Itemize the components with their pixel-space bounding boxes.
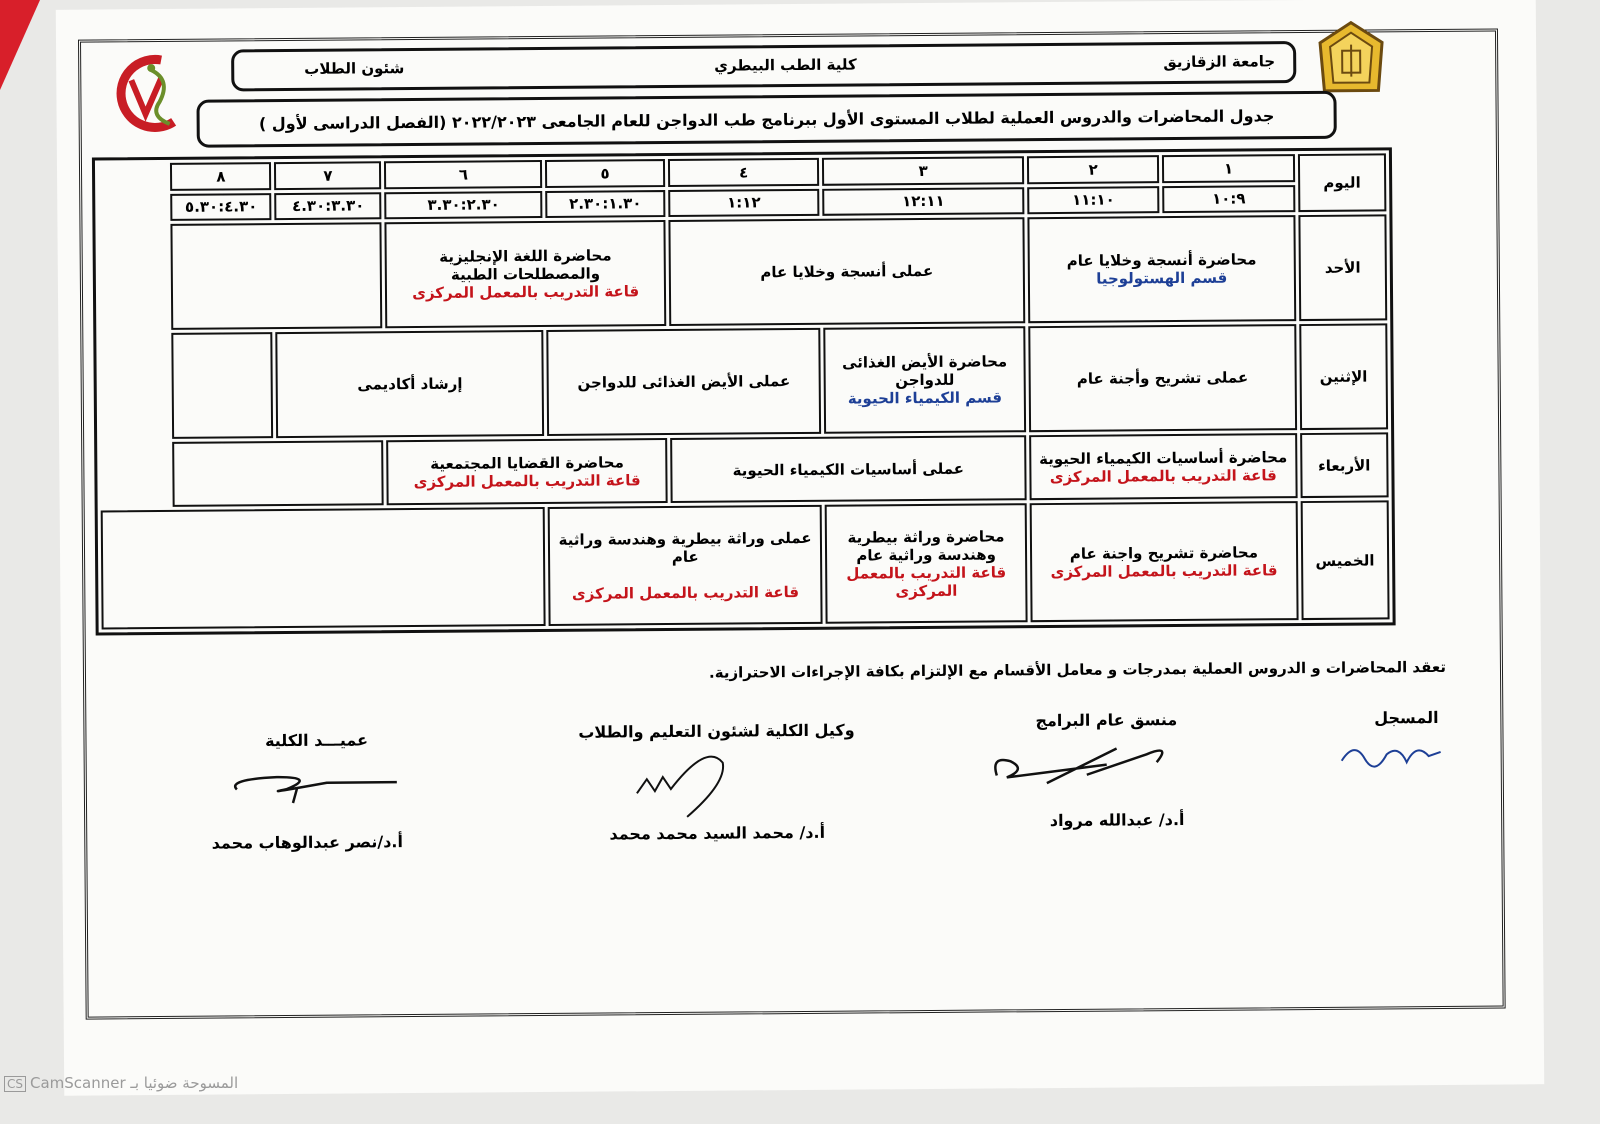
sunday-row [98, 214, 1387, 330]
vice-dean-signature-icon [627, 742, 768, 823]
empty-cell [101, 507, 546, 629]
schedule-title: جدول المحاضرات والدروس العملية لطلاب المستوى الأول ببرنامج طب الدواجن للعام الجامعى ٢٠٢٢/٢٠٢٣ (الفصل الدراسى لأول ) [196, 91, 1336, 148]
class-cell: عملى الأيض الغذائى للدواجن [546, 328, 821, 436]
schedule-document [56, 0, 1544, 1096]
coordinator-title: منسق عام البرامج [1035, 710, 1178, 731]
day-header: اليوم [1298, 153, 1387, 212]
class-title: محاضرة القضايا المجتمعية [430, 452, 624, 473]
class-cell: إرشاد أكاديمى [276, 330, 545, 438]
period-number: ٣ [822, 156, 1024, 185]
day-cell: الخميس [1300, 501, 1389, 620]
office-name: شئون الطلاب [304, 59, 405, 78]
class-title: محاضرة أساسيات الكيمياء الحيوية [1039, 447, 1288, 468]
wednesday-row [100, 432, 1388, 508]
period-time: ٤.٣٠:٣.٣٠ [275, 192, 382, 220]
empty-cell [172, 332, 274, 439]
class-title: محاضرة الأيض الغذائى [841, 352, 1008, 372]
class-title: محاضرة تشريح واجنة عام [1069, 543, 1259, 563]
header-box [231, 41, 1296, 91]
vice-dean-title: وكيل الكلية لشئون التعليم والطلاب [578, 720, 855, 742]
schedule-note: تعقد المحاضرات و الدروس العملية بمدرجات و معامل الأقسام مع الإلتزام بكافة الإجراءات الاحترازية. [708, 657, 1447, 682]
empty-cell [171, 222, 383, 330]
class-location: قاعة التدريب بالمعمل [846, 563, 1007, 583]
period-number: ٢ [1027, 155, 1160, 184]
period-number: ٦ [384, 160, 542, 189]
class-cell: عملى أنسجة وخلايا عام [668, 217, 1025, 326]
class-cell [1029, 433, 1297, 501]
period-number: ٧ [274, 161, 381, 189]
empty-cell [173, 440, 385, 507]
class-title: والمصطلحات الطبية [450, 264, 601, 284]
faculty-name: كلية الطب البيطري [714, 55, 857, 75]
class-location: قاعة التدريب بالمعمل المركزى [1049, 465, 1277, 486]
red-corner-decoration [0, 0, 40, 90]
class-location: قسم الهستولوجيا [1096, 268, 1228, 288]
day-cell: الأحد [1298, 214, 1387, 321]
class-location: قاعة التدريب بالمعمل المركزى [1050, 560, 1278, 581]
schedule-table [92, 147, 1396, 635]
camscanner-logo-icon: CS [4, 1076, 26, 1092]
period-time: ٣.٣٠:٢.٣٠ [385, 191, 543, 220]
class-location: قاعة التدريب بالمعمل المركزى [412, 282, 640, 302]
class-cell [548, 505, 823, 626]
class-cell [823, 326, 1026, 433]
watermark-text: CamScanner المسوحة ضوئيا بـ [30, 1074, 239, 1092]
class-title: للدواجن [895, 370, 955, 390]
class-cell [385, 220, 666, 328]
class-location: المركزى [895, 581, 958, 600]
dean-name: أ.د/نصر عبدالوهاب محمد [211, 832, 404, 853]
dean-title: عميـــد الكلية [264, 730, 369, 751]
dean-signature-icon [217, 760, 417, 812]
class-cell [387, 438, 668, 506]
class-location: قاعة التدريب بالمعمل المركزى [571, 582, 800, 603]
university-name: جامعة الزقازيق [1163, 52, 1276, 72]
period-time: ١٢:١١ [822, 187, 1024, 216]
class-location: قاعة التدريب بالمعمل المركزى [413, 470, 641, 491]
document-frame [78, 29, 1506, 1020]
class-cell: عملى أساسيات الكيمياء الحيوية [670, 435, 1027, 503]
registrar-signature-icon [1336, 732, 1446, 773]
class-title: وهندسة وراثية عام [856, 545, 997, 565]
university-seal-icon [1316, 20, 1387, 99]
class-title: عملى وراثة بيطرية وهندسة وراثية عام [558, 528, 812, 566]
class-cell [825, 504, 1028, 624]
period-number: ١ [1162, 154, 1295, 183]
vice-dean-name: أ.د/ محمد السيد محمد محمد [609, 822, 826, 844]
day-cell: الإثنين [1299, 323, 1388, 430]
coordinator-name: أ.د/ عبدالله مرواد [1049, 809, 1185, 831]
period-time: ١٠:٩ [1163, 185, 1296, 214]
day-cell: الأربعاء [1300, 432, 1389, 498]
monday-row [99, 323, 1388, 439]
period-number: ٨ [170, 162, 271, 190]
class-location: قسم الكيمياء الحيوية [847, 388, 1003, 408]
faculty-logo-icon [111, 50, 192, 141]
class-title: محاضرة أنسجة وخلايا عام [1066, 250, 1257, 270]
class-title: محاضرة اللغة الإنجليزية [439, 246, 612, 266]
registrar-title: المسجل [1374, 707, 1439, 728]
class-title: محاضرة وراثة بيطرية [847, 527, 1005, 547]
class-cell [1030, 501, 1299, 622]
camscanner-watermark [4, 1074, 238, 1092]
coordinator-signature-icon [986, 734, 1186, 796]
period-time: ٢.٣٠:١.٣٠ [545, 190, 665, 218]
period-time: ١:١٢ [668, 188, 820, 217]
thursday-row [101, 501, 1390, 630]
class-cell: عملى تشريح وأجنة عام [1028, 324, 1297, 432]
period-time: ١١:١٠ [1027, 186, 1160, 215]
class-cell [1027, 215, 1296, 323]
period-time: ٥.٣٠:٤.٣٠ [171, 193, 272, 221]
period-number: ٥ [545, 159, 665, 187]
period-number: ٤ [668, 158, 820, 187]
